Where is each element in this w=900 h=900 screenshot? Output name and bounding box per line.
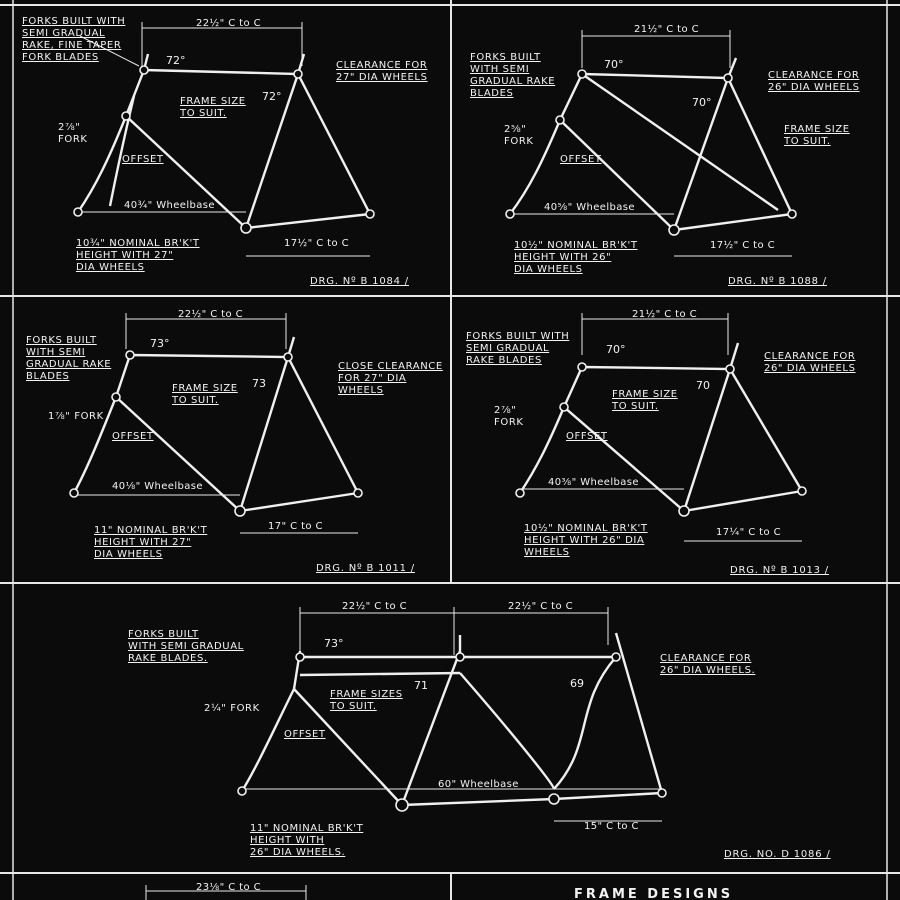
seat-angle: 73: [252, 377, 266, 390]
frame-panel-b1084: [14, 6, 450, 295]
fork-note: 2⅞" FORK: [58, 122, 88, 145]
bb-height-note: 11" NOMINAL BR'K'T HEIGHT WITH 26" DIA WHEELS.: [250, 823, 364, 858]
wheelbase-dimension: 40⅛" Wheelbase: [112, 481, 203, 492]
clearance-note: CLEARANCE FOR 26" DIA WHEELS: [768, 70, 860, 93]
drawing-number: DRG. NO. D 1086 /: [724, 849, 831, 860]
forks-note: FORKS BUILT WITH SEMI GRADUAL RAKE BLADES.: [128, 629, 244, 664]
frame-panel-b1088: [452, 6, 886, 295]
offset-note: OFFSET: [560, 154, 602, 165]
drawing-number: DRG. Nº B 1084 /: [310, 276, 409, 287]
chainstay-dimension: 15" C to C: [584, 821, 639, 832]
fork-note: 1⅞" FORK: [48, 411, 104, 422]
offset-note: OFFSET: [122, 154, 164, 165]
bb-height-note: 10½" NOMINAL BR'K'T HEIGHT WITH 26" DIA WHEELS: [514, 240, 638, 275]
drawing-number: DRG. Nº B 1088 /: [728, 276, 827, 287]
clearance-note: CLOSE CLEARANCE FOR 27" DIA WHEELS: [338, 361, 443, 396]
frame-panel-d1086-tandem: [14, 585, 886, 871]
drawing-number: DRG. Nº B 1011 /: [316, 563, 415, 574]
chainstay-dimension: 17½" C to C: [710, 240, 775, 251]
wheelbase-dimension: 40⅜" Wheelbase: [548, 477, 639, 488]
seat-angle: 72°: [262, 90, 282, 103]
forks-note: FORKS BUILT WITH SEMI GRADUAL RAKE BLADES: [466, 331, 570, 366]
fork-note: 2⅝" FORK: [504, 124, 534, 147]
fork-note: 2¼" FORK: [204, 703, 260, 714]
frame-panel-b1013: [452, 297, 886, 582]
frame-drawing-d1086: [14, 585, 886, 871]
frame-panel-b1011: [14, 297, 450, 582]
frame-size-note: FRAME SIZE TO SUIT.: [180, 96, 246, 119]
frame-size-note: FRAME SIZE TO SUIT.: [612, 389, 678, 412]
head-angle: 73°: [324, 637, 344, 650]
front-seat-angle: 71: [414, 679, 428, 692]
top-tube-dimension: 21½" C to C: [634, 24, 699, 35]
clearance-note: CLEARANCE FOR 27" DIA WHEELS: [336, 60, 428, 83]
bb-height-note: 10½" NOMINAL BR'K'T HEIGHT WITH 26" DIA WHEELS: [524, 523, 648, 558]
clearance-note: CLEARANCE FOR 26" DIA WHEELS.: [660, 653, 756, 676]
frame-size-note: FRAME SIZE TO SUIT.: [172, 383, 238, 406]
chainstay-dimension: 17½" C to C: [284, 238, 349, 249]
top-tube-dimension: 22½" C to C: [196, 18, 261, 29]
head-angle: 70°: [604, 58, 624, 71]
top-tube-dimension: 22½" C to C: [178, 309, 243, 320]
forks-note: FORKS BUILT WITH SEMI GRADUAL RAKE, FINE TAPER FORK BLADES: [22, 16, 126, 63]
drawing-number: DRG. Nº B 1013 /: [730, 565, 829, 576]
wheelbase-dimension: 40¾" Wheelbase: [124, 200, 215, 211]
top-tube-dimension: 21½" C to C: [632, 309, 697, 320]
clearance-note: CLEARANCE FOR 26" DIA WHEELS: [764, 351, 856, 374]
frame-size-note: FRAME SIZES TO SUIT.: [330, 689, 403, 712]
offset-note: OFFSET: [566, 431, 608, 442]
offset-note: OFFSET: [284, 729, 326, 740]
rear-seat-angle: 69: [570, 677, 584, 690]
forks-note: FORKS BUILT WITH SEMI GRADUAL RAKE BLADES: [470, 52, 556, 99]
head-angle: 72°: [166, 54, 186, 67]
wheelbase-dimension: 60" Wheelbase: [438, 779, 519, 790]
fork-note: 2⅞" FORK: [494, 405, 524, 428]
seat-angle: 70: [696, 379, 710, 392]
sheet-title: FRAME DESIGNS: [574, 887, 734, 900]
chainstay-dimension: 17" C to C: [268, 521, 323, 532]
forks-note: FORKS BUILT WITH SEMI GRADUAL RAKE BLADES: [26, 335, 112, 382]
offset-note: OFFSET: [112, 431, 154, 442]
footer-drawing: [14, 875, 886, 900]
footer-strip: [14, 875, 886, 900]
top-tube-rear-dimension: 22½" C to C: [508, 601, 573, 612]
head-angle: 73°: [150, 337, 170, 350]
wheelbase-dimension: 40⅝" Wheelbase: [544, 202, 635, 213]
top-tube-front-dimension: 22½" C to C: [342, 601, 407, 612]
chainstay-dimension: 17¼" C to C: [716, 527, 781, 538]
seat-angle: 70°: [692, 96, 712, 109]
head-angle: 70°: [606, 343, 626, 356]
bb-height-note: 10¾" NOMINAL BR'K'T HEIGHT WITH 27" DIA WHEELS: [76, 238, 200, 273]
frame-size-note: FRAME SIZE TO SUIT.: [784, 124, 850, 147]
footer-dimension: 23⅛" C to C: [196, 882, 261, 893]
bb-height-note: 11" NOMINAL BR'K'T HEIGHT WITH 27" DIA WHEELS: [94, 525, 208, 560]
